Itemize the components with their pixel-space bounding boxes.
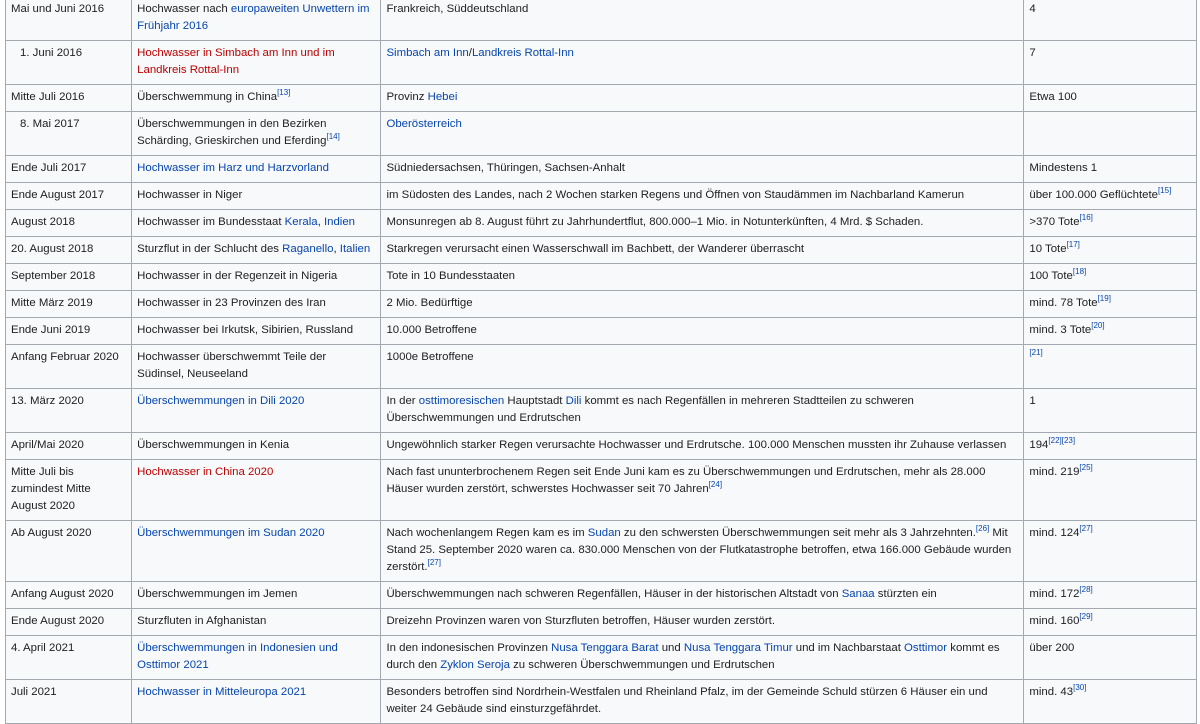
deaths-cell <box>1024 237 1197 264</box>
place-text: Starkregen verursacht einen Wasserschwall im Bachbett, der Wanderer überrascht <box>386 243 805 255</box>
deaths-text: mind. 172 <box>1029 588 1080 600</box>
deaths-cell <box>1024 112 1197 156</box>
place-text: In den indonesischen Provinzen <box>386 642 552 654</box>
table-row <box>6 183 1197 210</box>
deaths-text: 4 <box>1029 3 1036 15</box>
place-cell <box>381 85 1024 112</box>
place-cell <box>381 521 1024 582</box>
place-link[interactable]: Dili <box>565 395 582 407</box>
event-link[interactable]: Überschwemmungen in Dili 2020 <box>137 395 305 407</box>
flood-table <box>5 0 1197 724</box>
event-cell <box>132 345 381 389</box>
place-cell <box>381 318 1024 345</box>
place-cell <box>381 237 1024 264</box>
event-text: Hochwasser nach <box>137 3 231 15</box>
event-link[interactable]: Kerala <box>284 216 318 228</box>
reference-link[interactable]: [13] <box>277 88 291 98</box>
date-cell: Anfang August 2020 <box>6 582 132 609</box>
place-link[interactable]: Hebei <box>427 91 458 103</box>
place-text: Monsunregen ab 8. August führt zu Jahrhundertflut, 800.000–1 Mio. in Notunterkünften, 4 Mrd. $ Schaden. <box>386 216 924 228</box>
deaths-cell <box>1024 0 1197 41</box>
event-cell <box>132 156 381 183</box>
table-row <box>6 582 1197 609</box>
event-cell <box>132 291 381 318</box>
table-row <box>6 636 1197 680</box>
deaths-cell <box>1024 609 1197 636</box>
place-text: Hauptstadt <box>504 395 566 407</box>
place-text: Tote in 10 Bundesstaaten <box>386 270 516 282</box>
reference-link[interactable]: [27] <box>427 558 441 568</box>
event-cell <box>132 112 381 156</box>
deaths-cell <box>1024 521 1197 582</box>
reference-link[interactable]: [26] <box>975 524 990 534</box>
date-cell: August 2018 <box>6 210 132 237</box>
event-link[interactable]: Indien <box>323 216 355 228</box>
place-cell <box>381 345 1024 389</box>
place-cell <box>381 389 1024 433</box>
event-cell <box>132 210 381 237</box>
table-row <box>6 291 1197 318</box>
date-cell: Mitte März 2019 <box>6 291 132 318</box>
place-text: Nach fast ununterbrochenem Regen seit Ende Juni kam es zu Überschwemmungen und Erdrutschen, mehr als 28.000 Häuser wurden zerstört, schwerstes Hochwasser seit 70 Jahren <box>386 466 986 495</box>
place-text: Dreizehn Provinzen waren von Sturzfluten betroffen, Häuser wurden zerstört. <box>386 615 775 627</box>
reference-link[interactable]: [27] <box>1079 524 1093 534</box>
date-cell: 4. April 2021 <box>6 636 132 680</box>
place-link[interactable]: Landkreis Rottal-Inn <box>471 47 574 59</box>
event-link[interactable]: Überschwemmungen im Sudan 2020 <box>137 527 325 539</box>
date-cell: Ende August 2017 <box>6 183 132 210</box>
place-cell <box>381 636 1024 680</box>
deaths-text: über 200 <box>1029 642 1075 654</box>
deaths-cell <box>1024 156 1197 183</box>
place-text: im Südosten des Landes, nach 2 Wochen starken Regens und Öffnen von Staudämmen im Nachbarland Kamerun <box>386 189 965 201</box>
place-text: / <box>468 47 472 59</box>
date-cell: Ende Juli 2017 <box>6 156 132 183</box>
event-link[interactable]: Hochwasser im Harz und Harzvorland <box>137 162 329 174</box>
deaths-cell <box>1024 582 1197 609</box>
place-link[interactable]: Nusa Tenggara Timur <box>683 642 793 654</box>
event-cell <box>132 680 381 724</box>
place-text: zu den schwersten Überschwemmungen seit mehr als 3 Jahrzehnten. <box>620 527 976 539</box>
deaths-text: >370 Tote <box>1029 216 1080 228</box>
reference-link[interactable]: [28] <box>1079 585 1093 595</box>
deaths-text: mind. 3 Tote <box>1029 324 1092 336</box>
deaths-text: mind. 124 <box>1029 527 1080 539</box>
event-redlink[interactable]: Hochwasser in China 2020 <box>137 466 274 478</box>
event-text: Überschwemmung in China <box>137 91 278 103</box>
deaths-text: 194 <box>1029 439 1049 451</box>
place-link[interactable]: Zyklon Seroja <box>440 659 510 671</box>
event-redlink[interactable]: Hochwasser in Simbach am Inn und im Landkreis Rottal-Inn <box>137 47 335 76</box>
place-cell <box>381 460 1024 521</box>
table-row <box>6 389 1197 433</box>
place-cell <box>381 41 1024 85</box>
date-cell: Anfang Februar 2020 <box>6 345 132 389</box>
place-text: 1000e Betroffene <box>386 351 474 363</box>
table-row <box>6 318 1197 345</box>
place-text: Frankreich, Süddeutschland <box>386 3 529 15</box>
place-text: 10.000 Betroffene <box>386 324 477 336</box>
event-text: Hochwasser in 23 Provinzen des Iran <box>137 297 326 309</box>
event-cell <box>132 433 381 460</box>
table-row <box>6 521 1197 582</box>
deaths-cell <box>1024 680 1197 724</box>
place-text: stürzten ein <box>874 588 937 600</box>
deaths-cell <box>1024 636 1197 680</box>
deaths-text: 1 <box>1029 395 1036 407</box>
table-row <box>6 237 1197 264</box>
date-cell: 8. Mai 2017 <box>6 112 132 156</box>
place-cell <box>381 210 1024 237</box>
flood-table-body <box>6 0 1197 724</box>
reference-link[interactable]: [25] <box>1079 463 1093 473</box>
event-text: , <box>317 216 324 228</box>
event-cell <box>132 636 381 680</box>
place-cell <box>381 0 1024 41</box>
place-text: zu schweren Überschwemmungen und Erdrutschen <box>509 659 775 671</box>
date-cell: Mitte Juli 2016 <box>6 85 132 112</box>
deaths-text: Etwa 100 <box>1029 91 1077 103</box>
table-row <box>6 210 1197 237</box>
place-cell <box>381 291 1024 318</box>
event-link[interactable]: europaweiten Unwettern im Frühjahr 2016 <box>137 3 370 32</box>
place-text: kommt es durch den <box>386 642 1000 671</box>
event-text: Sturzfluten in Afghanistan <box>137 615 267 627</box>
deaths-cell <box>1024 85 1197 112</box>
place-text: Provinz <box>386 91 428 103</box>
deaths-cell <box>1024 183 1197 210</box>
event-text: Hochwasser in Niger <box>137 189 243 201</box>
table-row <box>6 345 1197 389</box>
reference-link[interactable]: [18] <box>1072 267 1087 277</box>
date-cell: Ende Juni 2019 <box>6 318 132 345</box>
place-link[interactable]: Simbach am Inn <box>386 47 469 59</box>
table-row <box>6 264 1197 291</box>
table-row <box>6 41 1197 85</box>
table-row <box>6 609 1197 636</box>
place-cell <box>381 433 1024 460</box>
deaths-text: 10 Tote <box>1029 243 1067 255</box>
event-text: Sturzflut in der Schlucht des <box>137 243 283 255</box>
reference-link[interactable]: [30] <box>1073 683 1087 693</box>
place-cell <box>381 609 1024 636</box>
event-cell <box>132 0 381 41</box>
place-link[interactable]: Osttimor <box>904 642 948 654</box>
table-row <box>6 156 1197 183</box>
event-cell <box>132 41 381 85</box>
place-text: und <box>658 642 684 654</box>
event-text: Hochwasser im Bundesstaat <box>137 216 285 228</box>
reference-link[interactable]: [15] <box>1157 186 1172 196</box>
reference-link[interactable]: [14] <box>326 132 340 142</box>
reference-link[interactable]: [21] <box>1029 348 1043 358</box>
date-cell: Mitte Juli bis zumindest Mitte August 2020 <box>6 460 132 521</box>
deaths-cell <box>1024 210 1197 237</box>
event-cell <box>132 85 381 112</box>
deaths-cell <box>1024 41 1197 85</box>
table-row <box>6 460 1197 521</box>
place-text: Ungewöhnlich starker Regen verursachte Hochwasser und Erdrutsche. 100.000 Menschen mussten ihr Zuhause verlassen <box>386 439 1007 451</box>
place-text: Besonders betroffen sind Nordrhein-Westfalen und Rheinland Pfalz, im der Gemeinde Schuld stürzen 6 Häuser ein und weiter 24 Gebäude sind einsturzgefährdet. <box>386 686 988 715</box>
event-cell <box>132 582 381 609</box>
event-link[interactable]: Italien <box>339 243 371 255</box>
date-cell: 13. März 2020 <box>6 389 132 433</box>
place-cell <box>381 183 1024 210</box>
date-cell: September 2018 <box>6 264 132 291</box>
table-row <box>6 85 1197 112</box>
deaths-cell <box>1024 264 1197 291</box>
deaths-text: 7 <box>1029 47 1036 59</box>
table-row <box>6 112 1197 156</box>
deaths-cell <box>1024 291 1197 318</box>
deaths-text: Mindestens 1 <box>1029 162 1098 174</box>
place-text: Nach wochenlangem Regen kam es im <box>386 527 588 539</box>
event-link[interactable]: Hochwasser in Mitteleuropa 2021 <box>137 686 307 698</box>
event-text: Hochwasser überschwemmt Teile der Südinsel, Neuseeland <box>137 351 327 380</box>
reference-link[interactable]: [17] <box>1066 240 1080 250</box>
event-cell <box>132 318 381 345</box>
event-cell <box>132 609 381 636</box>
event-cell <box>132 460 381 521</box>
deaths-cell <box>1024 460 1197 521</box>
event-link[interactable]: Überschwemmungen in Indonesien und Osttimor 2021 <box>137 642 338 671</box>
event-text: Überschwemmungen in den Bezirken Schärding, Grieskirchen und Eferding <box>137 118 327 147</box>
place-link[interactable]: Sanaa <box>841 588 875 600</box>
place-text: kommt es nach Regenfällen in mehreren Stadtteilen zu schweren Überschwemmungen und Erdrutschen <box>386 395 914 424</box>
date-cell: Mai und Juni 2016 <box>6 0 132 41</box>
event-cell <box>132 389 381 433</box>
reference-link[interactable]: [22] <box>1048 436 1062 446</box>
event-cell <box>132 183 381 210</box>
place-cell <box>381 582 1024 609</box>
deaths-cell <box>1024 345 1197 389</box>
table-row <box>6 680 1197 724</box>
place-link[interactable]: Nusa Tenggara Barat <box>551 642 659 654</box>
date-cell: Ab August 2020 <box>6 521 132 582</box>
place-text: In der <box>386 395 419 407</box>
deaths-text: mind. 219 <box>1029 466 1080 478</box>
place-text: Überschwemmungen nach schweren Regenfällen, Häuser in der historischen Altstadt von <box>386 588 842 600</box>
reference-link[interactable]: [23] <box>1061 436 1076 446</box>
deaths-cell <box>1024 318 1197 345</box>
event-text: Überschwemmungen in Kenia <box>137 439 290 451</box>
event-text: Hochwasser bei Irkutsk, Sibirien, Russland <box>137 324 354 336</box>
place-cell <box>381 680 1024 724</box>
date-cell: April/Mai 2020 <box>6 433 132 460</box>
place-cell <box>381 264 1024 291</box>
date-cell: Juli 2021 <box>6 680 132 724</box>
place-text: Mit Stand 25. September 2020 waren ca. 830.000 Menschen von der Flutkatastrophe betroffen, etwa 166.000 Gebäude wurden zerstört. <box>386 527 1012 573</box>
date-cell: 1. Juni 2016 <box>6 41 132 85</box>
deaths-text: mind. 78 Tote <box>1029 297 1098 309</box>
place-cell <box>381 156 1024 183</box>
deaths-text: mind. 43 <box>1029 686 1074 698</box>
deaths-text: 100 Tote <box>1029 270 1073 282</box>
deaths-text: mind. 160 <box>1029 615 1080 627</box>
place-text: 2 Mio. Bedürftige <box>386 297 473 309</box>
table-row <box>6 0 1197 41</box>
event-cell <box>132 237 381 264</box>
event-cell <box>132 521 381 582</box>
place-cell <box>381 112 1024 156</box>
reference-link[interactable]: [24] <box>708 480 723 490</box>
table-row <box>6 433 1197 460</box>
event-cell <box>132 264 381 291</box>
reference-link[interactable]: [16] <box>1079 213 1093 223</box>
event-text: Überschwemmungen im Jemen <box>137 588 298 600</box>
place-link[interactable]: Sudan <box>587 527 621 539</box>
reference-link[interactable]: [20] <box>1091 321 1105 331</box>
event-text: Hochwasser in der Regenzeit in Nigeria <box>137 270 338 282</box>
event-link[interactable]: Raganello <box>282 243 334 255</box>
place-link[interactable]: Oberösterreich <box>386 118 462 130</box>
reference-link[interactable]: [19] <box>1097 294 1111 304</box>
place-text: und im Nachbarstaat <box>792 642 905 654</box>
event-text: , <box>333 243 340 255</box>
reference-link[interactable]: [29] <box>1079 612 1093 622</box>
date-cell: 20. August 2018 <box>6 237 132 264</box>
deaths-cell <box>1024 389 1197 433</box>
deaths-text: über 100.000 Geflüchtete <box>1029 189 1158 201</box>
place-text: Südniedersachsen, Thüringen, Sachsen-Anhalt <box>386 162 625 174</box>
deaths-cell <box>1024 433 1197 460</box>
place-link[interactable]: osttimoresischen <box>418 395 505 407</box>
date-cell: Ende August 2020 <box>6 609 132 636</box>
